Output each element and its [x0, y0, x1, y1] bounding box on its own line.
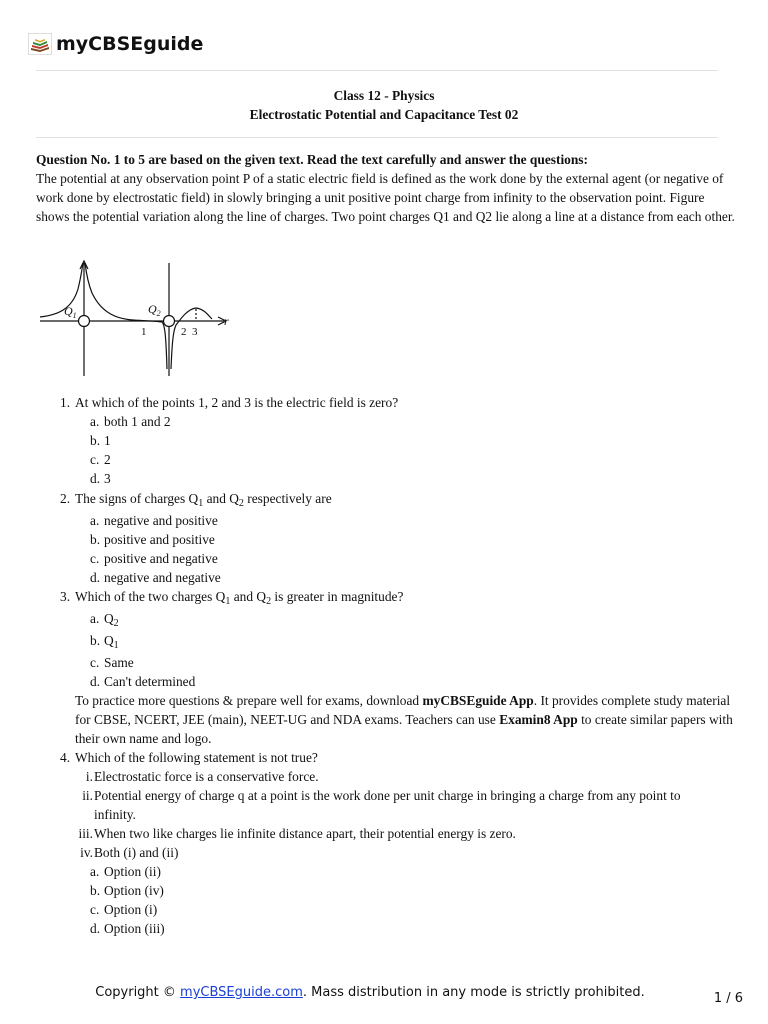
intro-body: The potential at any observation point P of a static electric field is defined as the work done by the external agent (or negative of work done by electrostatic field) in slowly bringing a unit positive point charge from infinity to the observation point. Figure shows the potential variation along the line of charges. Two point charges Q1 and Q2 lie along a line at a distance from each other.	[36, 171, 735, 224]
question-1: 1. At which of the points 1, 2 and 3 is the electric field is zero?	[60, 395, 399, 410]
question-text: At which of the points 1, 2 and 3 is the electric field is zero?	[75, 395, 399, 410]
option-item: c. positive and negative	[90, 551, 218, 566]
option-item: a. $Q_2$	[90, 611, 119, 629]
option-item: d. 3	[90, 471, 111, 486]
q1-charge-marker	[79, 316, 90, 327]
option-item: b. positive and positive	[90, 532, 215, 547]
promo-note: To practice more questions & prepare well for exams, download myCBSEguide App. It provides complete study material for CBSE, NCERT, JEE (main), NEET-UG and NDA exams. Teachers can use Examin8 App to create similar papers with their own name and logo.	[75, 693, 733, 746]
intro-lead: Question No. 1 to 5 are based on the given text. Read the text carefully and answer the questions:	[36, 152, 588, 167]
option-item: c. Same	[90, 655, 134, 670]
option-item: a. negative and positive	[90, 513, 218, 528]
statement-item: iii. When two like charges lie infinite distance apart, their potential energy is zero.	[78, 826, 516, 841]
question-2: 2. The signs of charges $Q_1$ and $Q_2$ respectively are	[60, 491, 332, 509]
option-item: b. Option (iv)	[90, 883, 164, 898]
page-title	[36, 86, 732, 124]
point-3-label: 3	[192, 326, 198, 338]
q1-left-curve	[40, 263, 83, 317]
point-1-label: 1	[141, 326, 147, 338]
brand-header	[28, 33, 203, 55]
q2-right-curve	[171, 308, 212, 369]
class-title: Class 12 - Physics	[333, 88, 435, 103]
examin8-app-name: Examin8 App	[499, 712, 578, 727]
books-logo-icon	[28, 33, 52, 55]
mycbseguide-app-name: myCBSEguide App	[422, 693, 534, 708]
q2-label: $Q_2$	[148, 302, 161, 318]
option-item: d. Option (iii)	[90, 921, 165, 936]
statement-item: i. Electrostatic force is a conservative force.	[85, 769, 319, 784]
brand-name: myCBSEguide	[56, 33, 204, 55]
q1-right-curve	[85, 263, 167, 369]
mycbseguide-link[interactable]: myCBSEguide.com	[180, 985, 303, 1000]
test-title: Electrostatic Potential and Capacitance Test 02	[249, 107, 519, 122]
q1-label: $Q_1$	[64, 304, 77, 320]
point-2-label: 2	[181, 326, 187, 338]
option-item: b. 1	[90, 433, 111, 448]
q2-charge-marker	[164, 316, 175, 327]
option-item: b. $Q_1$	[90, 633, 119, 651]
statement-item: ii. Potential energy of charge q at a point is the work done per unit charge in bringing a charge from any point to infinity.	[82, 788, 681, 822]
option-item: a. both 1 and 2	[90, 414, 171, 429]
page-number: 1 / 6	[713, 991, 743, 1006]
potential-graph-figure	[38, 259, 238, 379]
axis-label: r	[224, 314, 229, 328]
question-3: 3. Which of the two charges $Q_1$ and $Q_2$ is greater in magnitude?	[60, 589, 404, 607]
option-item: c. Option (i)	[90, 902, 158, 917]
question-list	[36, 393, 736, 938]
option-item: a. Option (ii)	[90, 864, 161, 879]
copyright-footer: Copyright © myCBSEguide.com. Mass distribution in any mode is strictly prohibited.	[95, 985, 645, 1000]
option-item: d. negative and negative	[90, 570, 221, 585]
intro-passage	[36, 150, 736, 226]
title-divider	[36, 137, 718, 138]
option-item: c. 2	[90, 452, 111, 467]
option-item: d. Can't determined	[90, 674, 196, 689]
question-4: 4. Which of the following statement is not true?	[60, 750, 318, 765]
statement-item: iv. Both (i) and (ii)	[80, 845, 179, 860]
header-divider	[36, 70, 718, 71]
